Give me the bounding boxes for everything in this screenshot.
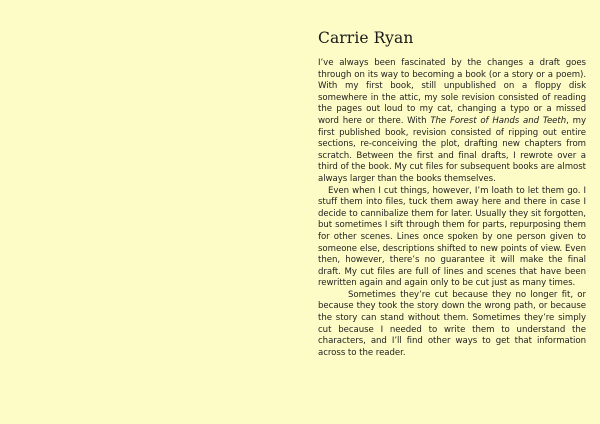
paragraph-2: Even when I cut things, however, I’m loath to let them go. I stuff them into files, tuck them away here and there in case I decide to cannibalize them for later. Usually they sit forgotten, but sometimes I sift through them for parts, repurposing them for other scenes. Lines once spoken by one person given to someone else, descriptions shifted to new points of view. Even then, however, there’s no guarantee it will make the final draft. My cut files are full of lines and scenes that have been rewritten again and again only to be cut just as many times. — [318, 185, 586, 289]
book-title: The Forest of Hands and Teeth — [430, 115, 567, 126]
paragraph-1-part-1: I’ve always been fascinated by the changes a draft goes through on its way to becoming a book (or a story or a poem). With my first book, still unpublished on a floppy disk somewhere in the attic, my sole revision consisted of reading the pages out loud to my cat, changing a typo or a missed word here or there. With — [318, 58, 586, 126]
essay-column — [318, 28, 586, 359]
paragraph-3: Sometimes they’re cut because they no longer fit, or because they took the story down the wrong path, or because the story can stand without them. Sometimes they’re simply cut because I needed to write them to understand the characters, and I’ll find other ways to get that information across to the reader. — [318, 289, 586, 358]
author-heading: Carrie Ryan — [318, 29, 414, 47]
paragraph-1-part-2: , my first published book, revision consisted of ripping out entire sections, re-conceiving the plot, drafting new chapters from scratch. Between the first and final drafts, I rewrote over a third of the book. My cut files for subsequent books are almost always larger than the books themselves. — [318, 115, 586, 184]
essay-body — [318, 58, 586, 359]
paragraph-1 — [318, 58, 586, 186]
